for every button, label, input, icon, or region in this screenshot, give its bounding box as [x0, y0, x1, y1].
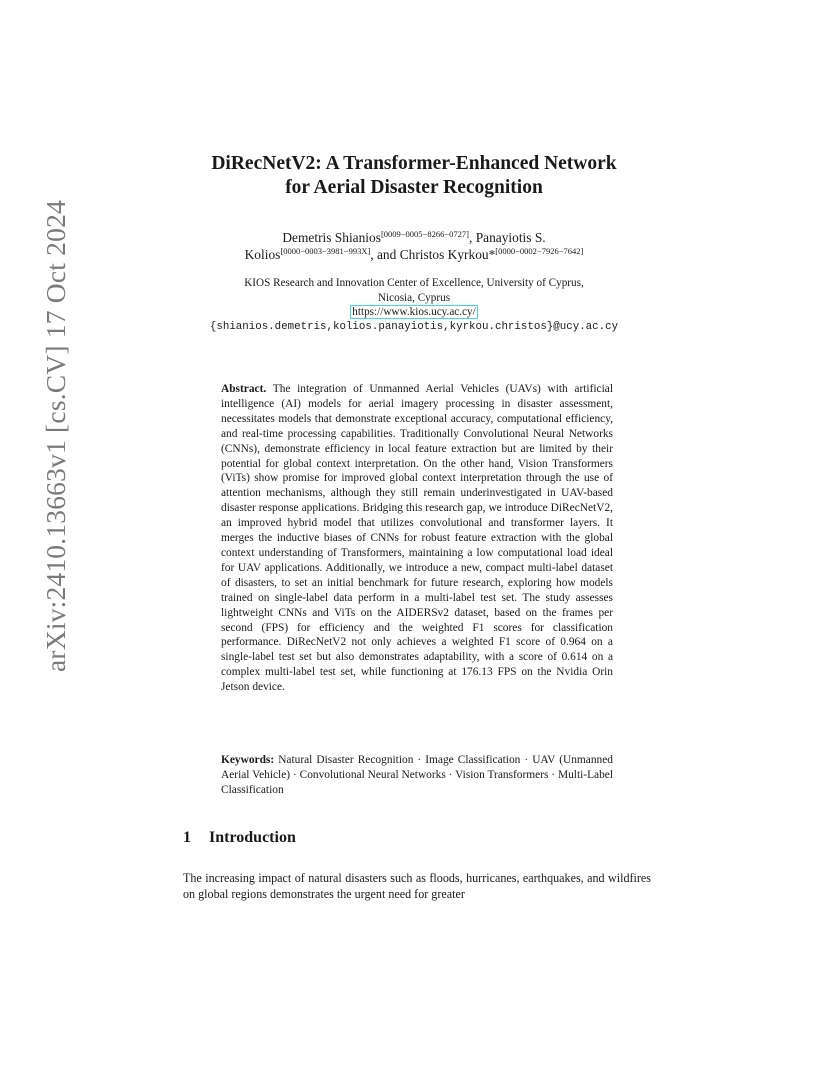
- abstract-text: The integration of Unmanned Aerial Vehicles (UAVs) with artificial intelligence (AI) models for aerial imagery processing in disaster assessment, necessitates models that demonstrate exceptional accuracy, computational efficiency, and real-time processing capabilities. Traditionally Convolutional Neural Networks (CNNs), demonstrate efficiency in local feature extraction but are limited by their potential for global context interpretation. On the other hand, Vision Transformers (ViTs) show promise for improved global context interpretation through the use of attention mechanisms, although they still remain underinvestigated in UAV-based disaster response applications. Bridging this research gap, we introduce DiRecNetV2, an improved hybrid model that utilizes convolutional and transformer layers. It merges the inductive biases of CNNs for robust feature extraction with the global context understanding of Transformers, maintaining a low computational load ideal for UAV applications. Additionally, we introduce a new, compact multi-label dataset of disasters, to set an initial benchmark for future research, exploring how models trained on single-label data perform in a multi-label test set. The study assesses lightweight CNNs and ViTs on the AIDERSv2 dataset, based on the frames per second (FPS) for efficiency and the weighted F1 scores for classification performance. DiRecNetV2 not only achieves a weighted F1 score of 0.964 on a single-label test set but also demonstrates adaptability, with a score of 0.614 on a complex multi-label test set, while functioning at 176.13 FPS on the Nvidia Orin Jetson device.: [221, 383, 613, 694]
- author-list: Demetris Shianios[0009−0005−8266−0727], Panayiotis S. Kolios[0000−0003−3981−993X], and Christos Kyrkou*[0000−0002−7926−7642]: [244, 229, 584, 262]
- title-line-2: for Aerial Disaster Recognition: [285, 177, 543, 198]
- author-conjunction: , and: [370, 247, 400, 262]
- author-emails: {shianios.demetris,kolios.panayiotis,kyrkou.christos}@ucy.ac.cy: [209, 320, 619, 333]
- author-1-orcid: [0009−0005−8266−0727]: [380, 229, 469, 239]
- author-3-name: Christos Kyrkou*: [399, 247, 496, 262]
- abstract-label: Abstract.: [221, 383, 267, 395]
- keywords-block: [221, 753, 613, 798]
- arxiv-identifier: arXiv:2410.13663v1 [cs.CV] 17 Oct 2024: [40, 200, 71, 672]
- paper-title: [150, 152, 678, 200]
- author-1-name: Demetris Shianios: [282, 230, 381, 245]
- author-2-name-part2: Kolios: [244, 247, 281, 262]
- introduction-paragraph: The increasing impact of natural disasters such as floods, hurricanes, earthquakes, and wildfires on global regions demonstrates the urgent need for greater: [183, 871, 651, 902]
- author-2-name-part1: Panayiotis S.: [475, 230, 546, 245]
- keywords-text: Natural Disaster Recognition · Image Classification · UAV (Unmanned Aerial Vehicle) · Convolutional Neural Networks · Vision Transformers · Multi-Label Classification: [221, 754, 613, 796]
- title-line-1: DiRecNetV2: A Transformer-Enhanced Network: [211, 153, 617, 174]
- author-3-orcid: [0000−0002−7926−7642]: [495, 246, 584, 256]
- section-number: 1: [183, 829, 191, 846]
- keywords-label: Keywords:: [221, 754, 275, 766]
- abstract-block: [221, 382, 613, 695]
- affiliation-line-1: KIOS Research and Innovation Center of Excellence, University of Cyprus,: [244, 277, 584, 289]
- affiliation-line-2: Nicosia, Cyprus: [377, 291, 451, 304]
- section-title: Introduction: [209, 829, 296, 846]
- institution-url-link[interactable]: https://www.kios.ucy.ac.cy/: [352, 306, 476, 318]
- section-heading-introduction: [183, 828, 296, 848]
- author-2-orcid: [0000−0003−3981−993X]: [280, 246, 371, 256]
- affiliation-block: [150, 276, 678, 334]
